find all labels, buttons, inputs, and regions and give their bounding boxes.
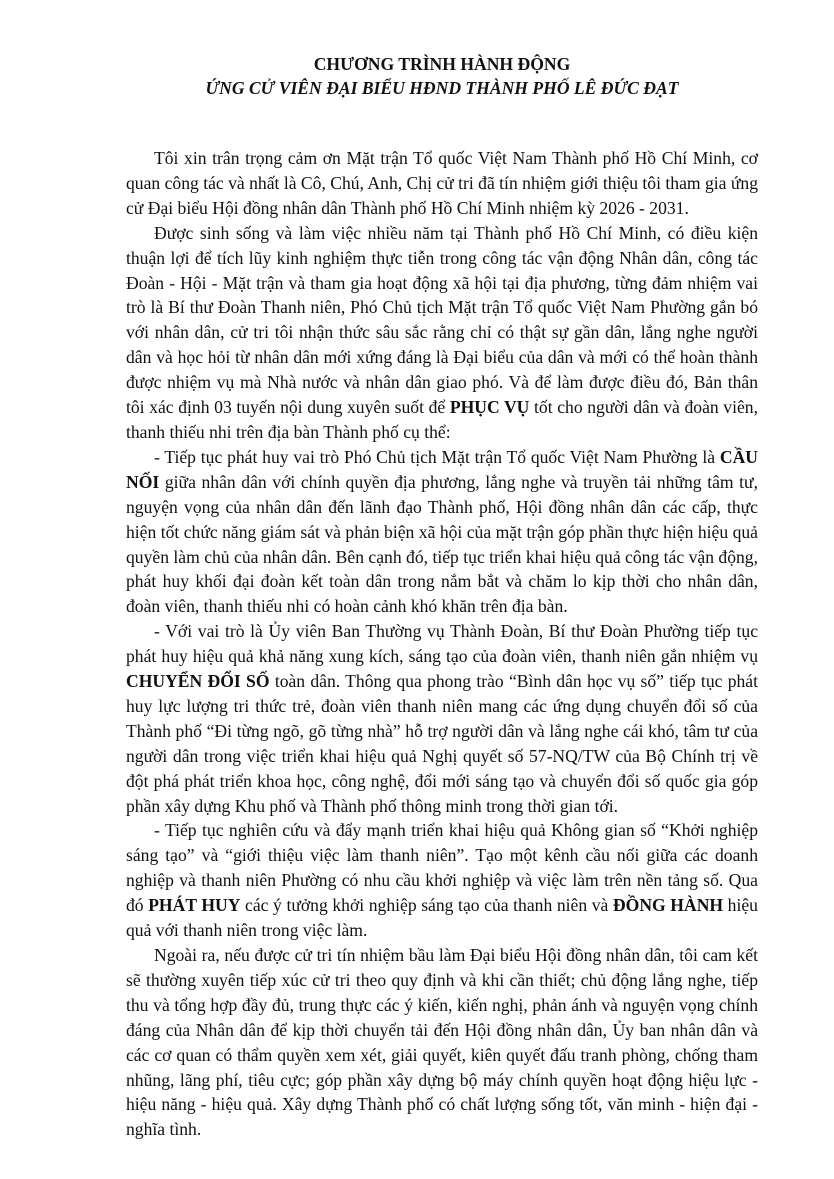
paragraph-text: Ngoài ra, nếu được cử tri tín nhiệm bầu làm Đại biểu Hội đồng nhân dân, tôi cam kết sẽ thường xuyên tiếp xúc cử tri theo quy định và khi cần thiết; chủ động lắng nghe, tiếp thu và tổng hợp đầy đủ, trung thực các ý kiến, kiến nghị, phản ánh và nguyện vọng chính đáng của Nhân dân để kịp thời chuyển tải đến Hội đồng nhân dân, Ủy ban nhân dân và các cơ quan có thẩm quyền xem xét, giải quyết, kiên quyết đấu tranh phòng, chống tham nhũng, lãng phí, tiêu cực; góp phần xây dựng bộ máy chính quyền hoạt động hiệu lực - hiệu năng - hiệu quả. Xây dựng Thành phố có chất lượng sống tốt, văn minh - hiện đại - nghĩa tình. xyxy=(126,945,758,1140)
paragraph-gratitude xyxy=(126,146,758,221)
paragraph-text: Tôi xin trân trọng cảm ơn Mặt trận Tổ quốc Việt Nam Thành phố Hồ Chí Minh, cơ quan công tác và nhất là Cô, Chú, Anh, Chị cử tri đã tín nhiệm giới thiệu tôi tham gia ứng cử Đại biểu Hội đồng nhân dân Thành phố Hồ Chí Minh nhiệm kỳ 2026 - 2031. xyxy=(126,148,758,218)
emphasis-chuyen-doi-so: CHUYỂN ĐỔI SỐ xyxy=(126,671,270,692)
paragraph-text: giữa nhân dân với chính quyền địa phương, lắng nghe và truyền tải những tâm tư, nguyện vọng của nhân dân đến lãnh đạo Thành phố, Hội đồng nhân dân các cấp, thực hiện tốt chức năng giám sát và phản biện xã hội của mặt trận góp phần thực hiện hiệu quả quyền làm chủ của nhân dân. Bên cạnh đó, tiếp tục triển khai hiệu quả công tác vận động, phát huy khối đại đoàn kết toàn dân trong nắm bắt và chăm lo kịp thời cho nhân dân, đoàn viên, thanh thiếu nhi có hoàn cảnh khó khăn trên địa bàn. xyxy=(126,471,758,617)
emphasis-cau-noi: CẦU NỐI xyxy=(126,446,758,492)
paragraph-text: toàn dân. Thông qua phong trào “Bình dân học vụ số” tiếp tục phát huy lực lượng tri thức trẻ, đoàn viên thanh niên mang các ứng dụng chuyển đổi số của Thành phố “Đi từng ngõ, gõ từng nhà” hỗ trợ người dân và lắng nghe cái khó, tâm tư của người dân trong việc triển khai hiệu quả Nghị quyết số 57-NQ/TW của Bộ Chính trị về đột phá phát triển khoa học, công nghệ, đổi mới sáng tạo và chuyển đổi số quốc gia góp phần xây dựng Khu phố và Thành phố thông minh trong thời gian tới. xyxy=(126,671,759,816)
emphasis-phuc-vu: PHỤC VỤ xyxy=(449,397,530,418)
paragraph-digital-transformation xyxy=(126,619,758,818)
paragraph-text: các ý tưởng khởi nghiệp sáng tạo của thanh niên và xyxy=(240,895,613,916)
paragraph-startup xyxy=(126,818,758,943)
paragraph-text: - Với vai trò là Ủy viên Ban Thường vụ Thành Đoàn, Bí thư Đoàn Phường tiếp tục phát huy hiệu quả khả năng xung kích, sáng tạo của đoàn viên, thanh niên gắn nhiệm vụ xyxy=(126,621,758,667)
paragraph-bridge xyxy=(126,445,758,619)
paragraph-text: - Tiếp tục nghiên cứu và đẩy mạnh triển khai hiệu quả Không gian số “Khởi nghiệp sáng tạo” và “giới thiệu việc làm thanh niên”. Tạo một kênh cầu nối giữa các doanh nghiệp và thanh niên Phường có nhu cầu khởi nghiệp và việc làm trên nền tảng số. Qua đó xyxy=(126,820,758,916)
document-body xyxy=(126,146,758,1142)
paragraph-text: - Tiếp tục phát huy vai trò Phó Chủ tịch Mặt trận Tổ quốc Việt Nam Phường là xyxy=(154,446,720,467)
document-title: CHƯƠNG TRÌNH HÀNH ĐỘNG xyxy=(313,54,571,74)
paragraph-background xyxy=(126,221,758,445)
paragraph-text: Được sinh sống và làm việc nhiều năm tại Thành phố Hồ Chí Minh, có điều kiện thuận lợi để tích lũy kinh nghiệm thực tiễn trong công tác vận động Nhân dân, công tác Đoàn - Hội - Mặt trận và tham gia hoạt động xã hội tại địa phương, từng đảm nhiệm vai trò là Bí thư Đoàn Thanh niên, Phó Chủ tịch Mặt trận Tổ quốc Việt Nam Phường gắn bó với nhân dân, cử tri tôi nhận thức sâu sắc rằng chỉ có thật sự gần dân, lắng nghe người dân và học hỏi từ nhân dân mới xứng đáng là Đại biểu của dân và mới có thể hoàn thành được nhiệm vụ mà Nhà nước và nhân dân giao phó. Và để làm được điều đó, Bản thân tôi xác định 03 tuyến nội dung xuyên suốt để xyxy=(126,222,758,418)
paragraph-commitment xyxy=(126,943,758,1142)
paragraph-text: hiệu quả với thanh niên trong việc làm. xyxy=(126,895,758,941)
emphasis-phat-huy: PHÁT HUY xyxy=(148,895,241,916)
document-subtitle: ỨNG CỬ VIÊN ĐẠI BIỂU HĐND THÀNH PHỐ LÊ ĐỨC ĐẠT xyxy=(205,78,679,98)
paragraph-text: tốt cho người dân và đoàn viên, thanh thiếu nhi trên địa bàn Thành phố cụ thể: xyxy=(126,397,758,442)
emphasis-dong-hanh: ĐỒNG HÀNH xyxy=(612,895,724,916)
